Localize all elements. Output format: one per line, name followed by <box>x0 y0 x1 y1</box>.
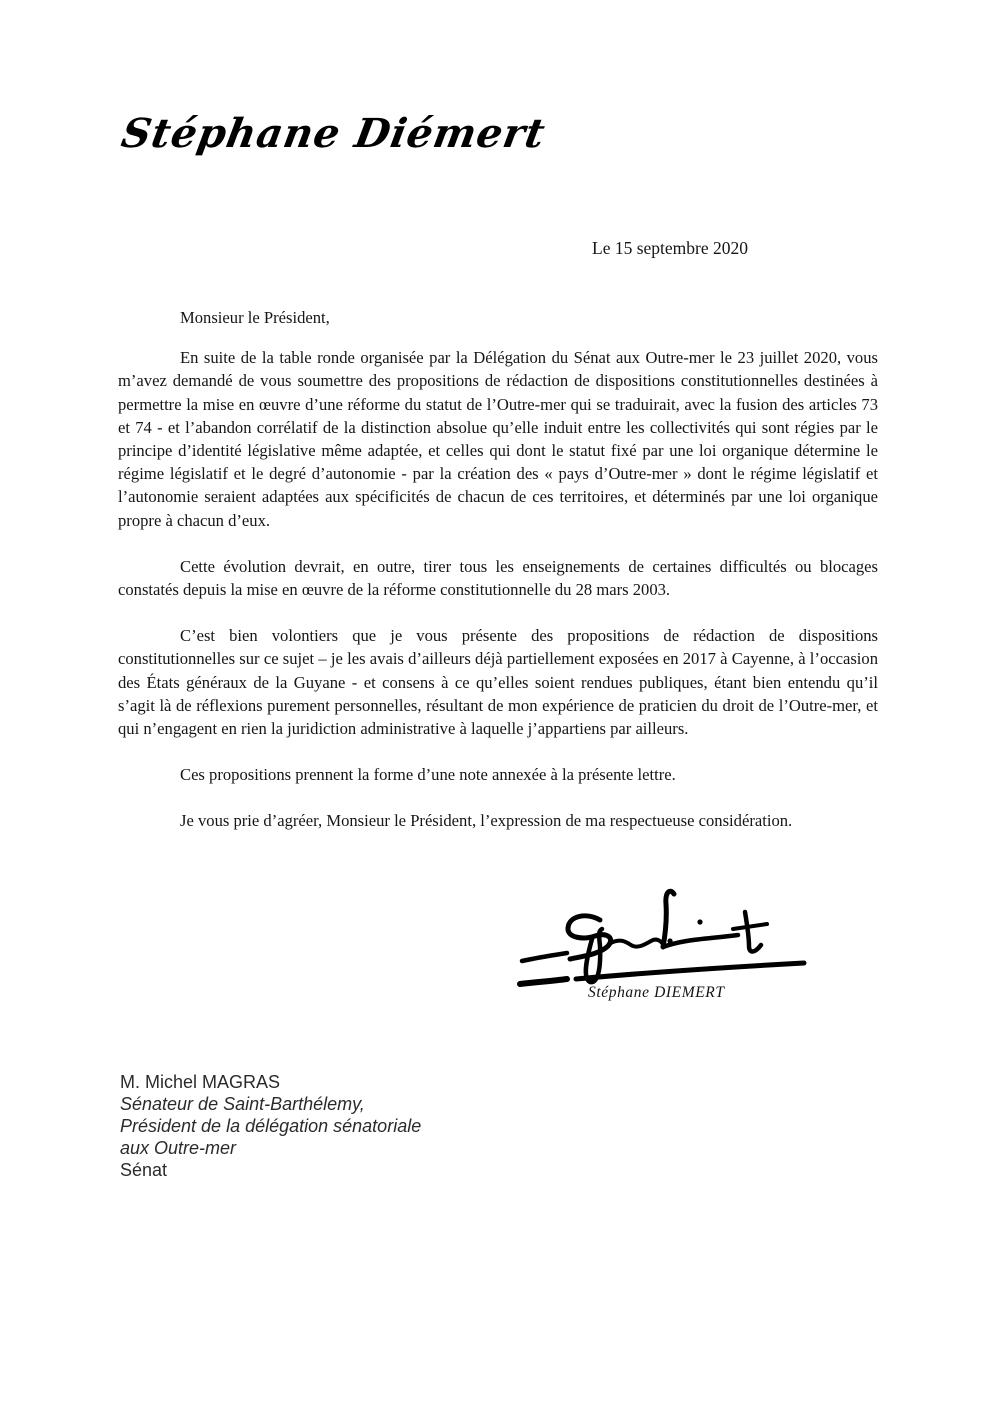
salutation: Monsieur le Président, <box>180 308 330 327</box>
recipient-name: M. Michel MAGRAS <box>120 1072 281 1092</box>
paragraph-5-closing: Je vous prie d’agréer, Monsieur le Président, l’expression de ma respectueuse considération. <box>180 811 793 831</box>
handwritten-signature-icon <box>512 884 808 994</box>
paragraph-3: C’est bien volontiers que je vous présente des propositions de rédaction de dispositions constitutionnelles sur ce sujet – je les avais d’ailleurs déjà partiellement exposées en 2017 à Cayenne, à l’occasion des États généraux de la Guyane - et consens à ce qu’elles soient rendues publiques, étant bien entendu qu’il s’agit là de réflexions purement personnelles, résultant de mon expérience de praticien du droit de l’Outre-mer, et qui n’engagent en rien la juridiction administrative à laquelle j’appartiens par ailleurs. <box>118 626 878 739</box>
signed-name: Stéphane DIEMERT <box>588 984 725 1001</box>
paragraph-2: Cette évolution devrait, en outre, tirer tous les enseignements de certaines difficultés ou blocages constatés depuis la mise en œuvre de la réforme constitutionnelle du 28 mars 2003. <box>118 556 878 600</box>
recipient-title-senator: Sénateur de Saint-Barthélemy, <box>120 1094 365 1114</box>
recipient-block <box>120 1071 421 1181</box>
paragraph-1: En suite de la table ronde organisée par la Délégation du Sénat aux Outre-mer le 23 juillet 2020, vous m’avez demandé de vous soumettre des propositions de rédaction de dispositions constitutionnelles destinées à permettre la mise en œuvre d’une réforme du statut de l’Outre-mer qui se traduirait, avec la fusion des articles 73 et 74 - et l’abandon corrélatif de la distinction absolue qu’elle induit entre les collectivités qui sont régies par le principe d’identité législative même adaptée, et celles qui dont le statut fixé par une loi organique détermine le régime législatif et le degré d’autonomie - par la création des « pays d’Outre-mer » dont le régime législatif et l’autonomie seraient adaptées aux spécificités de chacun de ces territoires, et déterminés par une loi organique propre à chacun d’eux. <box>118 348 878 530</box>
recipient-title-president: Président de la délégation sénatoriale <box>120 1116 422 1136</box>
sender-script-name: Stéphane Diémert <box>118 110 550 157</box>
letter-date: Le 15 septembre 2020 <box>592 238 748 258</box>
recipient-title-outremer: aux Outre-mer <box>120 1138 237 1158</box>
paragraph-4: Ces propositions prennent la forme d’une note annexée à la présente lettre. <box>180 765 676 785</box>
letter-body <box>118 306 878 833</box>
recipient-institution: Sénat <box>120 1160 168 1180</box>
